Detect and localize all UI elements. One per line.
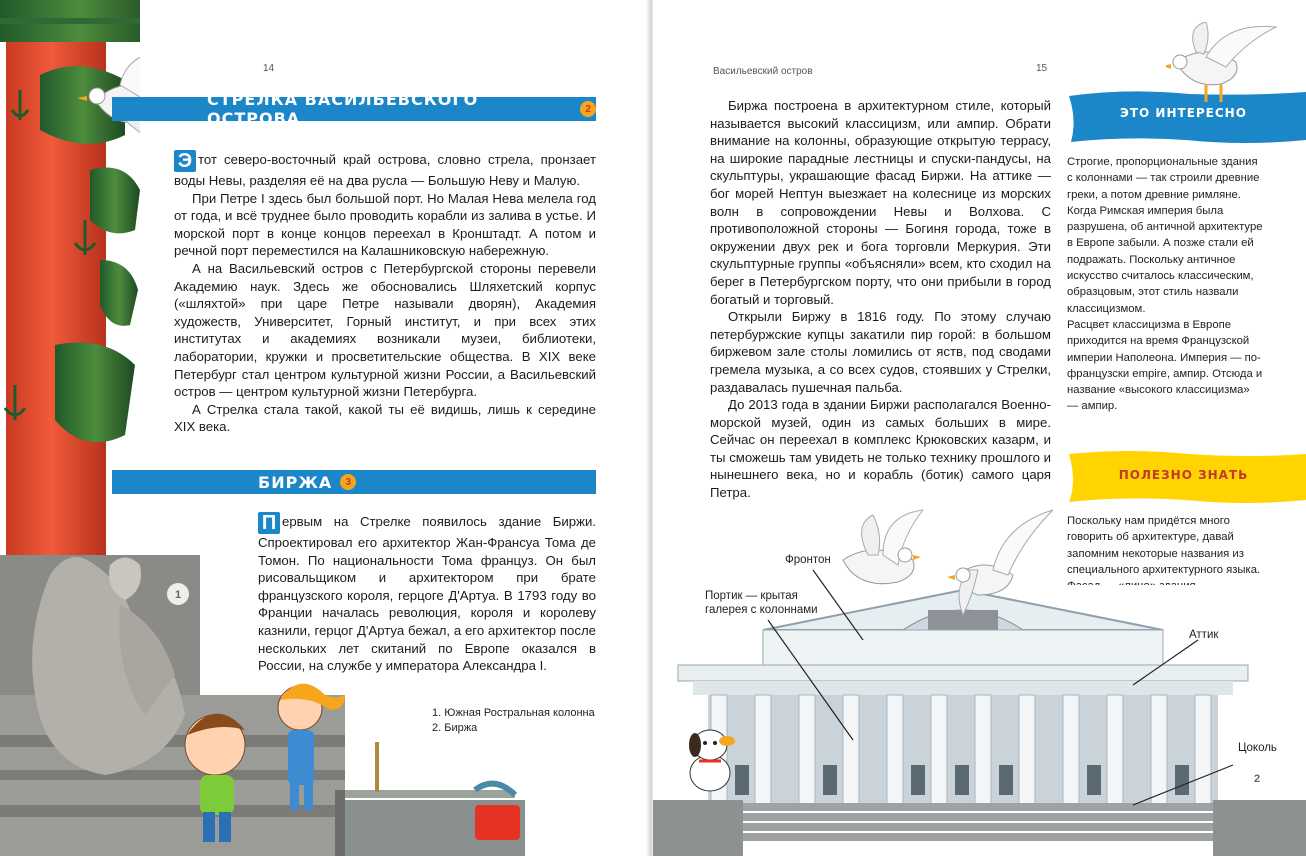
paragraph: ервым на Стрелке появилось здание Биржи. Спроектировал его архитектор Жан-Франсуа Тома де Томон. По национальности Тома француз. Он был рисовальщиком и архитектором при брате французского короля, герцоге Д'Артуа. В 1793 году во Франции началась революция, короля и королеву казнили, герцог Д'Артуа бежал, а его архитектор после нескольких лет скитаний по Европе оказался в России, на службе у императора Александра I. <box>258 514 596 674</box>
label-portik: Портик — крытая галерея с колоннами <box>705 590 818 616</box>
paragraph: До 2013 года в здании Биржи располагался Военно-морской музей, один из самых больших в мире. Сейчас он переехал в комплекс Крюковских казарм, и ты сможешь там увидеть не только технику прошлого и нынешнего века, но и корабль (ботик) самого царя Петра. <box>710 397 1051 501</box>
label-attik: Аттик <box>1189 629 1219 641</box>
photo-badge: 2 <box>1253 773 1261 785</box>
birzha-continued-text <box>710 97 1051 502</box>
paragraph: Строгие, пропорциональные здания с колоннами — так строили древние греки, а потом древние римляне. Когда Римская империя была разрушена, об античной архитектуре в Европе забыли. А позже стали ей подражать. Поскольку античное искусство считалось классическим, образцовым, этот стиль назвали классицизмом. <box>1067 156 1263 315</box>
paragraph: А Стрелка стала такой, какой ты её видишь, лишь к середине XIX века. <box>174 401 596 435</box>
left-page <box>0 0 650 856</box>
section-header-strelka <box>112 90 596 128</box>
paragraph: Открыли Биржу в 1816 году. По этому случаю петербуржские купцы закатили пир горой: в большом биржевом зале столы ломились от яств, под сводами гремела музыка, а со всех судов, стоявших у Стрелки, раздавалась пушечная пальба. <box>710 309 1051 395</box>
running-head: Васильевский остров <box>713 66 813 77</box>
rostral-column-illustration <box>0 0 140 590</box>
caption-item: 2. Биржа <box>432 722 478 734</box>
right-page <box>653 0 1306 856</box>
caption-list <box>432 706 595 736</box>
label-fronton: Фронтон <box>785 554 831 566</box>
paragraph: Биржа построена в архитектурном стиле, который называется высокий классицизм, или ампир. Обрати внимание на колонны, образующие открытую террасу, на широкие парадные лестницы и спуски-пандусы, на скульптуры, украшающие фасад Биржи. На аттике — бог морей Нептун выезжает на колеснице из морских волн в сопровождении Невы и Волхова. С противоположной стороны — Богиня города, тоже в окружении двух рек и бога торговли Меркурия. Эти скульптурные группы «объясняли» всем, кто сходил на берег в Петербургском порту, что они прибыли в город богатый и торговый. <box>710 98 1051 307</box>
label-tsokol: Цоколь <box>1238 742 1277 754</box>
paragraph: Расцвет классицизма в Европе приходится на время Французской империи Наполеона. Империя — по-французски empire, ампир. Отсюда и название «высокого классицизма» — ампир. <box>1067 318 1263 413</box>
section-badge: 2 <box>580 101 596 117</box>
seagulls-illustration <box>833 505 1073 620</box>
section-title: СТРЕЛКА ВАСИЛЬЕВСКОГО ОСТРОВА <box>207 90 479 128</box>
section-header-birzha <box>112 470 596 494</box>
caption-item: 1. Южная Ростральная колонна <box>432 707 595 719</box>
page-number: 15 <box>1036 63 1048 74</box>
paragraph: А на Васильевский остров с Петербургской стороны перевели Академию наук. Здесь же обосновались Шляхетский корпус («шляхтой» при царе Петре называли дворян), Академия художеств, Университет, Горный институт, и при всех этих институтах и академиях возникали музеи, библиотеки, лаборатории, кружки и просветительские общества. В XIX веке Петербург стал центром культурной жизни России, а Васильевский остров — центром культурной жизни Петербурга. <box>174 260 596 400</box>
dropcap: Э <box>174 150 196 172</box>
dropcap: П <box>258 512 280 534</box>
section-title: БИРЖА <box>258 472 333 492</box>
callout-title: ПОЛЕЗНО ЗНАТЬ <box>1118 468 1249 482</box>
callout-title: ЭТО ИНТЕРЕСНО <box>1120 106 1247 120</box>
paragraph: тот северо-восточный край острова, словно стрела, пронзает воды Невы, разделяя её на два русла — Большую Неву и Малую. <box>174 152 596 188</box>
paragraph: Поскольку нам придётся много говорить об архитектуре, давай запомним некоторые названия из специального архитектурного языка. <box>1067 515 1261 576</box>
page-number: 14 <box>263 63 275 74</box>
seagull-illustration <box>1166 22 1286 107</box>
paragraph: При Петре I здесь был большой порт. Но Малая Нева мелела год от года, и всё труднее было проводить корабли из залива в устье. И морской порт в конце концов переехал в Кронштадт. А потом и речной порт переместился на Калашниковскую набережную. <box>174 190 596 259</box>
statue-photo <box>0 535 345 856</box>
section-badge: 3 <box>340 474 356 490</box>
useful-callout-text <box>1067 513 1263 594</box>
interesting-callout-text <box>1067 154 1263 415</box>
river-illustration <box>345 730 550 856</box>
strelka-text <box>174 150 596 436</box>
photo-badge: 1 <box>174 589 182 601</box>
stock-exchange-building <box>653 585 1306 856</box>
